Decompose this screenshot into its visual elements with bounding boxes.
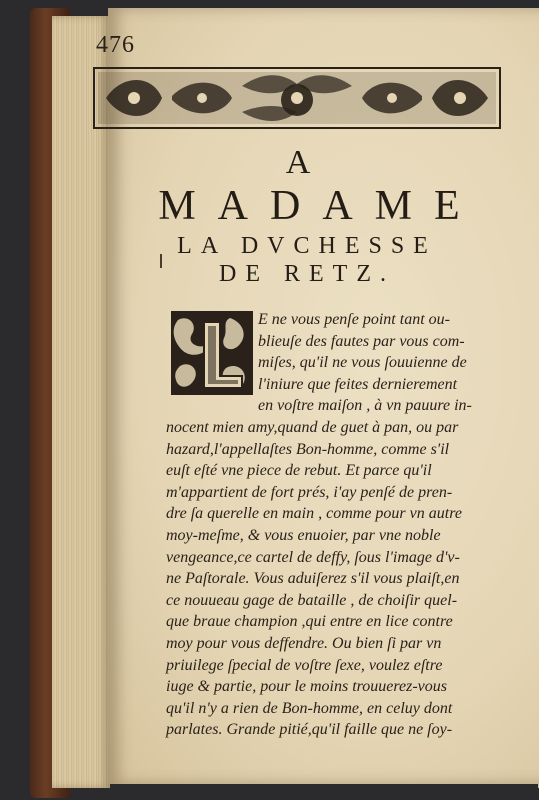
text-line: euſt eſté vne piece de rebut. Et parce qu'il: [166, 462, 432, 480]
text-line: miſes, qu'il ne vous ſouuienne de: [258, 354, 467, 372]
text-line: priuilege ſpecial de voſtre ſexe, voulez eſtre: [166, 656, 443, 674]
text-line: blieuſe des fautes par vous com-: [258, 332, 465, 350]
title-line-madame: MADAME: [158, 183, 482, 229]
title-line-retz: DE RETZ.: [219, 261, 395, 287]
body-text: [166, 309, 502, 741]
text-line: moy pour vous deffendre. Ou bien ſi par vn: [166, 634, 442, 652]
text-line: E ne vous penſe point tant ou-: [258, 311, 450, 328]
text-line: dre ſa querelle en main , comme pour vn autre: [166, 505, 462, 523]
text-line: parlates. Grande pitié,qu'il faille que ne ſoy-: [166, 721, 453, 739]
floral-headpiece-ornament: [92, 66, 502, 130]
text-line: vengeance,ce cartel de deffy, ſous l'image d'v-: [166, 548, 460, 566]
text-line: ne Paſtorale. Vous aduiſerez s'il vous plaiſt,en: [166, 570, 460, 588]
text-line: ce nouueau gage de bataille , de choiſir quel-: [166, 591, 458, 609]
title-line-duchesse: LA DVCHESSE: [177, 233, 437, 259]
text-line: qu'il n'y a rien de Bon-homme, en celuy dont: [166, 699, 453, 717]
text-line: moy-meſme, & vous enuoier, par vne noble: [166, 526, 441, 544]
page-edges: [52, 16, 110, 788]
text-line: en voſtre maiſon , à vn pauure in-: [258, 397, 472, 415]
text-line: l'iniure que feites dernierement: [258, 375, 458, 393]
text-line: que braue champion ,qui entre en lice contre: [166, 613, 453, 631]
text-line: nocent mien amy,quand de guet à pan, ou par: [166, 418, 459, 436]
text-line: hazard,l'appellaſtes Bon-homme, comme s'il: [166, 440, 450, 458]
title-line-a: A: [285, 144, 311, 181]
margin-mark: [160, 254, 162, 268]
text-line: iuge & partie, pour le moins trouuerez-vous: [166, 678, 448, 696]
text-line: m'appartient de fort prés, i'ay penſé de pren-: [166, 483, 453, 501]
page-number: 476: [96, 32, 135, 58]
